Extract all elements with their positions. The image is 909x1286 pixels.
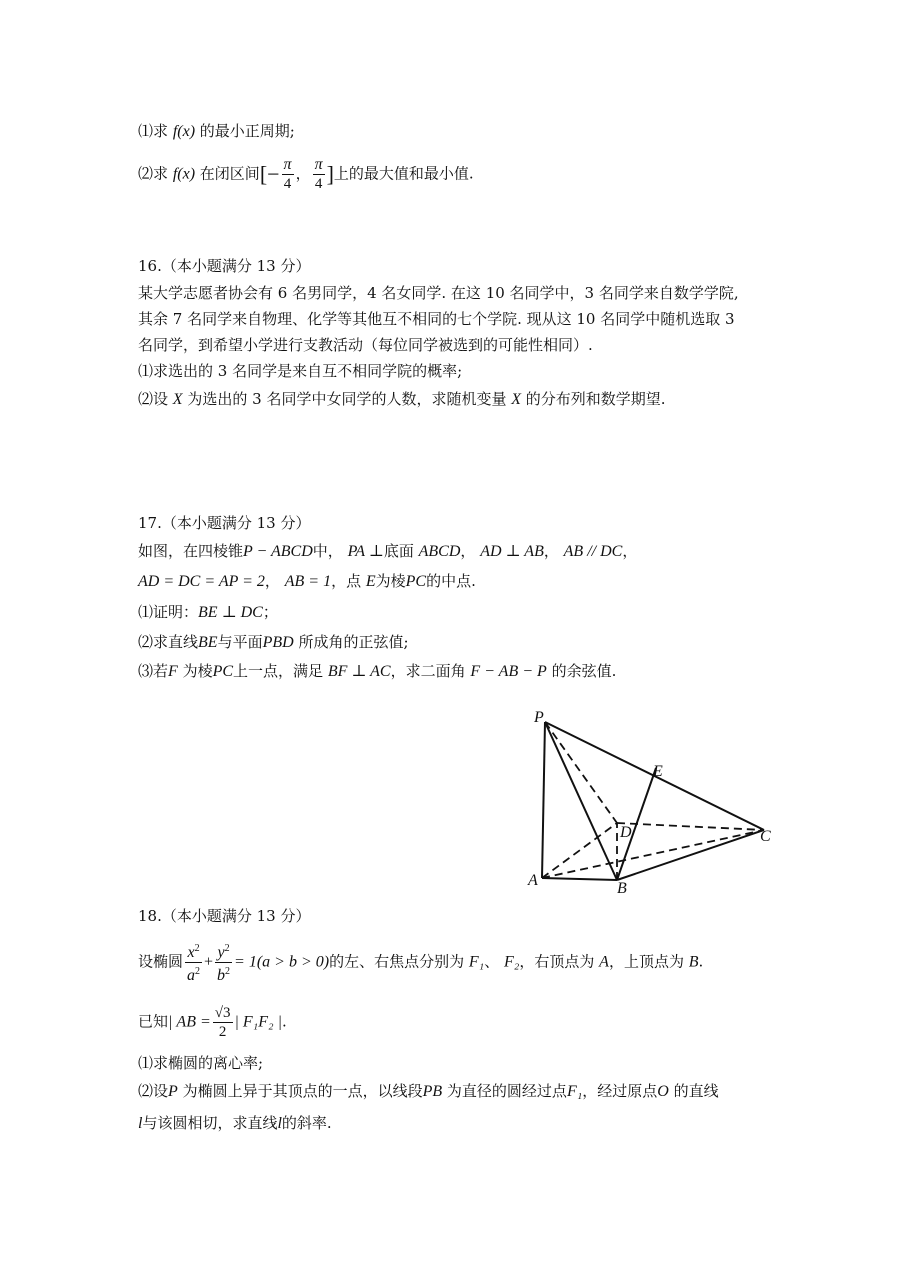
text: .	[281, 1012, 287, 1031]
math: = 1(a > b > 0)	[234, 953, 330, 971]
text: ，经过原点	[582, 1082, 658, 1100]
text: 与平面	[217, 633, 263, 651]
math: A	[599, 953, 609, 971]
math: F	[168, 663, 178, 680]
math: BE	[198, 634, 218, 651]
math: l	[277, 1115, 282, 1132]
function-fx: f(x)	[172, 123, 196, 140]
text: 为直径的圆经过点	[446, 1082, 567, 1100]
label-C: C	[760, 828, 771, 845]
text: 如图，在四棱锥	[138, 542, 244, 560]
variable-x: X	[172, 391, 183, 408]
math: P − ABCD	[243, 543, 313, 560]
q16-line-3: 名同学，到希望小学进行支教活动（每位同学被选到的可能性相同）.	[138, 336, 593, 354]
part-number: ⑵	[138, 164, 154, 183]
math: b	[217, 967, 226, 984]
math: E	[365, 573, 376, 590]
label-D: D	[620, 824, 632, 841]
q17-part2	[138, 632, 409, 653]
math: B	[688, 953, 699, 971]
text: 中，	[312, 542, 343, 560]
q15-part2	[138, 156, 474, 193]
edge-AB	[542, 878, 617, 880]
math: | F₁F₂ |	[234, 1013, 282, 1031]
text: ，	[264, 572, 280, 590]
q17-part3	[138, 661, 616, 682]
fraction-sqrt3-over-2	[213, 1004, 233, 1041]
denominator: 4	[283, 176, 292, 192]
edge-DC-hidden	[617, 823, 764, 830]
text: ，上顶点为	[608, 952, 684, 971]
text: ，	[622, 542, 638, 560]
variable-x: X	[511, 391, 522, 408]
edge-PA	[542, 722, 545, 878]
fraction-pi-over-4	[282, 156, 294, 193]
math: O	[657, 1083, 669, 1100]
label-E: E	[653, 763, 663, 780]
q17-heading: 17.（本小题满分 13 分）	[138, 514, 311, 532]
math: F − AB − P	[470, 663, 547, 680]
pyramid-figure	[520, 700, 790, 905]
q18-line-2	[138, 1004, 287, 1041]
text: ⑴证明：	[138, 603, 199, 621]
text: 上一点，满足	[233, 662, 324, 680]
math: a	[187, 967, 196, 984]
text: ，	[460, 542, 476, 560]
text: ，点	[331, 572, 362, 590]
math: l	[138, 1115, 143, 1132]
math: BF ⊥ AC	[327, 663, 391, 680]
interval-close: ]	[326, 161, 334, 187]
text: ⑶若	[138, 662, 169, 680]
q16-heading: 16.（本小题满分 13 分）	[138, 257, 311, 275]
q16-part2	[138, 389, 666, 410]
fraction-y2-b2	[215, 940, 232, 985]
math: PC	[212, 663, 234, 680]
numerator: π	[283, 156, 292, 173]
q16-line-1: 某大学志愿者协会有 6 名男同学，4 名女同学. 在这 10 名同学中，3 名同学来自数学学院,	[138, 284, 739, 302]
exponent: 2	[195, 966, 201, 977]
text: 求	[153, 164, 169, 183]
text: ⑵设	[138, 1082, 169, 1100]
math: F₁	[566, 1083, 583, 1100]
text: 、	[484, 952, 500, 971]
text: 底面	[383, 542, 414, 560]
text: .	[698, 952, 704, 971]
numerator: π	[314, 156, 323, 173]
math: x	[187, 944, 195, 961]
q18-part2-line-2	[138, 1113, 332, 1134]
label-A: A	[528, 872, 538, 889]
text: ；	[262, 603, 278, 621]
text: ，求二面角	[390, 662, 466, 680]
q18-part1: ⑴求椭圆的离心率;	[138, 1054, 264, 1072]
math: PBD	[262, 634, 294, 651]
label-P: P	[534, 709, 544, 726]
part-number: ⑴	[138, 122, 154, 140]
q18-heading: 18.（本小题满分 13 分）	[138, 907, 311, 925]
math: F₂	[504, 953, 520, 971]
edge-PD-hidden	[545, 722, 617, 823]
text: 与该圆相切，求直线	[142, 1114, 278, 1132]
math: BE ⊥ DC	[198, 604, 263, 621]
edge-BC	[617, 830, 764, 880]
text: 的最小正周期;	[199, 122, 295, 140]
q17-line-1	[138, 541, 637, 562]
math: ABCD	[418, 543, 461, 560]
math: y	[217, 944, 225, 961]
exponent: 2	[194, 943, 200, 954]
text: 在闭区间	[199, 164, 260, 183]
text: 为椭圆上异于其顶点的一点，以线段	[182, 1082, 423, 1100]
math: F₁	[468, 953, 485, 971]
math: PA ⊥	[347, 543, 384, 560]
function-fx: f(x)	[172, 165, 196, 183]
interval-open: [−	[259, 161, 280, 187]
text: ⑵设	[138, 390, 169, 408]
q16-line-2: 其余 7 名同学来自物理、化学等其他互不相同的七个学院. 现从这 10 名同学中随机选取 3	[138, 310, 735, 328]
math: PB	[422, 1083, 443, 1100]
denominator: 2	[218, 1024, 227, 1040]
math: P	[168, 1083, 178, 1100]
numerator: √3	[214, 1005, 231, 1021]
math: AB = 1	[284, 573, 332, 590]
q16-part1: ⑴求选出的 3 名同学是来自互不相同学院的概率;	[138, 362, 463, 380]
q17-part1	[138, 602, 278, 623]
text: ，	[543, 542, 559, 560]
math: AB // DC	[563, 543, 623, 560]
text: 已知	[138, 1012, 169, 1031]
math: AD = DC = AP = 2	[138, 573, 265, 590]
text: 的斜率.	[281, 1114, 332, 1132]
text: 为棱	[182, 662, 213, 680]
q18-line-1: 设椭圆 $\frac{x^2}{a^2}$ + $\frac{y^2}{b^2}$ = 1(a > b > 0)的左、右焦点分别为 F₁、 F₂，右顶点为 A，上顶点为 B.	[138, 940, 703, 985]
edge-AD-hidden	[542, 823, 617, 878]
text: 的左、右焦点分别为	[329, 952, 465, 971]
label-B: B	[617, 880, 627, 897]
edge-PB	[545, 722, 617, 880]
exponent: 2	[225, 966, 231, 977]
fraction-x2-a2	[185, 940, 202, 985]
text: 为棱	[375, 572, 406, 590]
text: 上的最大值和最小值.	[333, 164, 474, 183]
text: ，右顶点为	[519, 952, 595, 971]
text: ⑵求直线	[138, 633, 199, 651]
text: 所成角的正弦值;	[298, 633, 409, 651]
text: 的余弦值.	[551, 662, 617, 680]
text: 的中点.	[426, 572, 476, 590]
q18-part2-line-1	[138, 1081, 719, 1102]
text: 的分布列和数学期望.	[525, 390, 666, 408]
math: AD ⊥ AB	[480, 543, 544, 560]
denominator: 4	[314, 176, 323, 192]
text: 设椭圆	[138, 952, 184, 971]
q15-part1	[138, 121, 295, 142]
text: 的直线	[673, 1082, 719, 1100]
text: 求	[153, 122, 169, 140]
math: | AB =	[168, 1013, 211, 1031]
text: 为选出的 3 名同学中女同学的人数，求随机变量	[187, 390, 507, 408]
comma: ，	[295, 164, 311, 183]
q17-line-2	[138, 571, 476, 592]
math: PC	[405, 573, 427, 590]
fraction-pi-over-4	[313, 156, 325, 193]
exponent: 2	[224, 943, 230, 954]
